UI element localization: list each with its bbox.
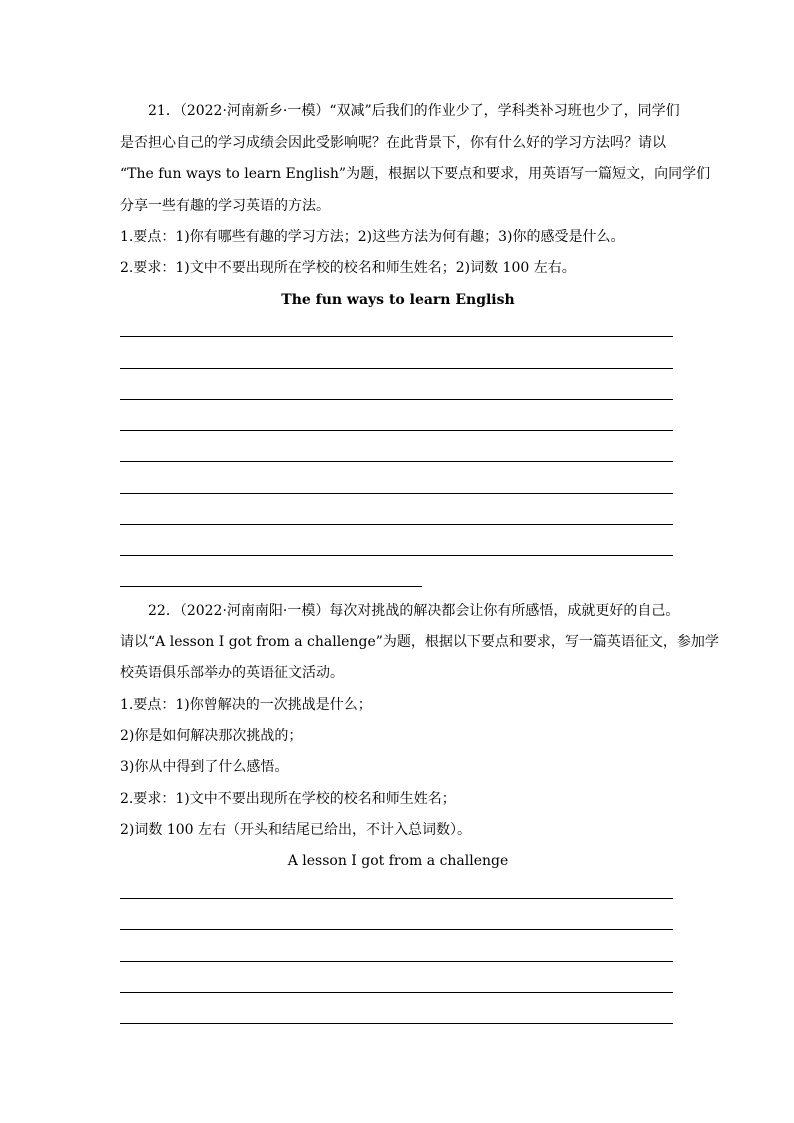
q22-essay-title: A lesson I got from a challenge (287, 853, 509, 869)
q21-essay-title: The fun ways to learn English (281, 292, 515, 308)
answer-line-short[interactable] (120, 586, 422, 587)
q22-line-3: 校英语俱乐部举办的英语征文活动。 (120, 665, 344, 681)
q22-requirement-1: 2.要求：1)文中不要出现所在学校的校名和师生姓名； (120, 791, 456, 807)
answer-line[interactable] (120, 929, 673, 930)
q21-requirements: 2.要求：1)文中不要出现所在学校的校名和师生姓名；2)词数 100 左右。 (120, 260, 576, 276)
answer-line[interactable] (120, 992, 673, 993)
answer-line[interactable] (120, 399, 673, 400)
q21-line-1: 21．（2022·河南新乡·一模）“双减”后我们的作业少了，学科类补习班也少了，同学们 (148, 103, 680, 119)
q21-line-3: “The fun ways to learn English”为题，根据以下要点和要求，用英语写一篇短文，向同学们 (120, 166, 711, 182)
q21-points: 1.要点：1)你有哪些有趣的学习方法；2)这些方法为何有趣；3)你的感受是什么。 (120, 229, 625, 245)
answer-line[interactable] (120, 493, 673, 494)
answer-line[interactable] (120, 961, 673, 962)
q22-point-3: 3)你从中得到了什么感悟。 (120, 759, 289, 775)
q21-line-4: 分享一些有趣的学习英语的方法。 (120, 198, 330, 214)
q21-line-2: 是否担心自己的学习成绩会因此受影响呢？在此背景下，你有什么好的学习方法吗？请以 (120, 135, 666, 151)
q22-line-2: 请以“A lesson I got from a challenge”为题，根据以下要点和要求，写一篇英语征文，参加学 (120, 634, 719, 650)
answer-line[interactable] (120, 898, 673, 899)
answer-line[interactable] (120, 336, 673, 337)
q22-line-1: 22．（2022·河南南阳·一模）每次对挑战的解决都会让你有所感悟，成就更好的自己。 (148, 603, 680, 619)
q22-point-1: 1.要点：1)你曾解决的一次挑战是什么； (120, 697, 372, 713)
answer-line[interactable] (120, 524, 673, 525)
answer-line[interactable] (120, 461, 673, 462)
answer-line[interactable] (120, 555, 673, 556)
q22-requirement-2: 2)词数 100 左右（开头和结尾已给出，不计入总词数）。 (120, 822, 471, 838)
answer-line[interactable] (120, 1023, 673, 1024)
q22-point-2: 2)你是如何解决那次挑战的； (120, 728, 303, 744)
answer-line[interactable] (120, 430, 673, 431)
answer-line[interactable] (120, 368, 673, 369)
